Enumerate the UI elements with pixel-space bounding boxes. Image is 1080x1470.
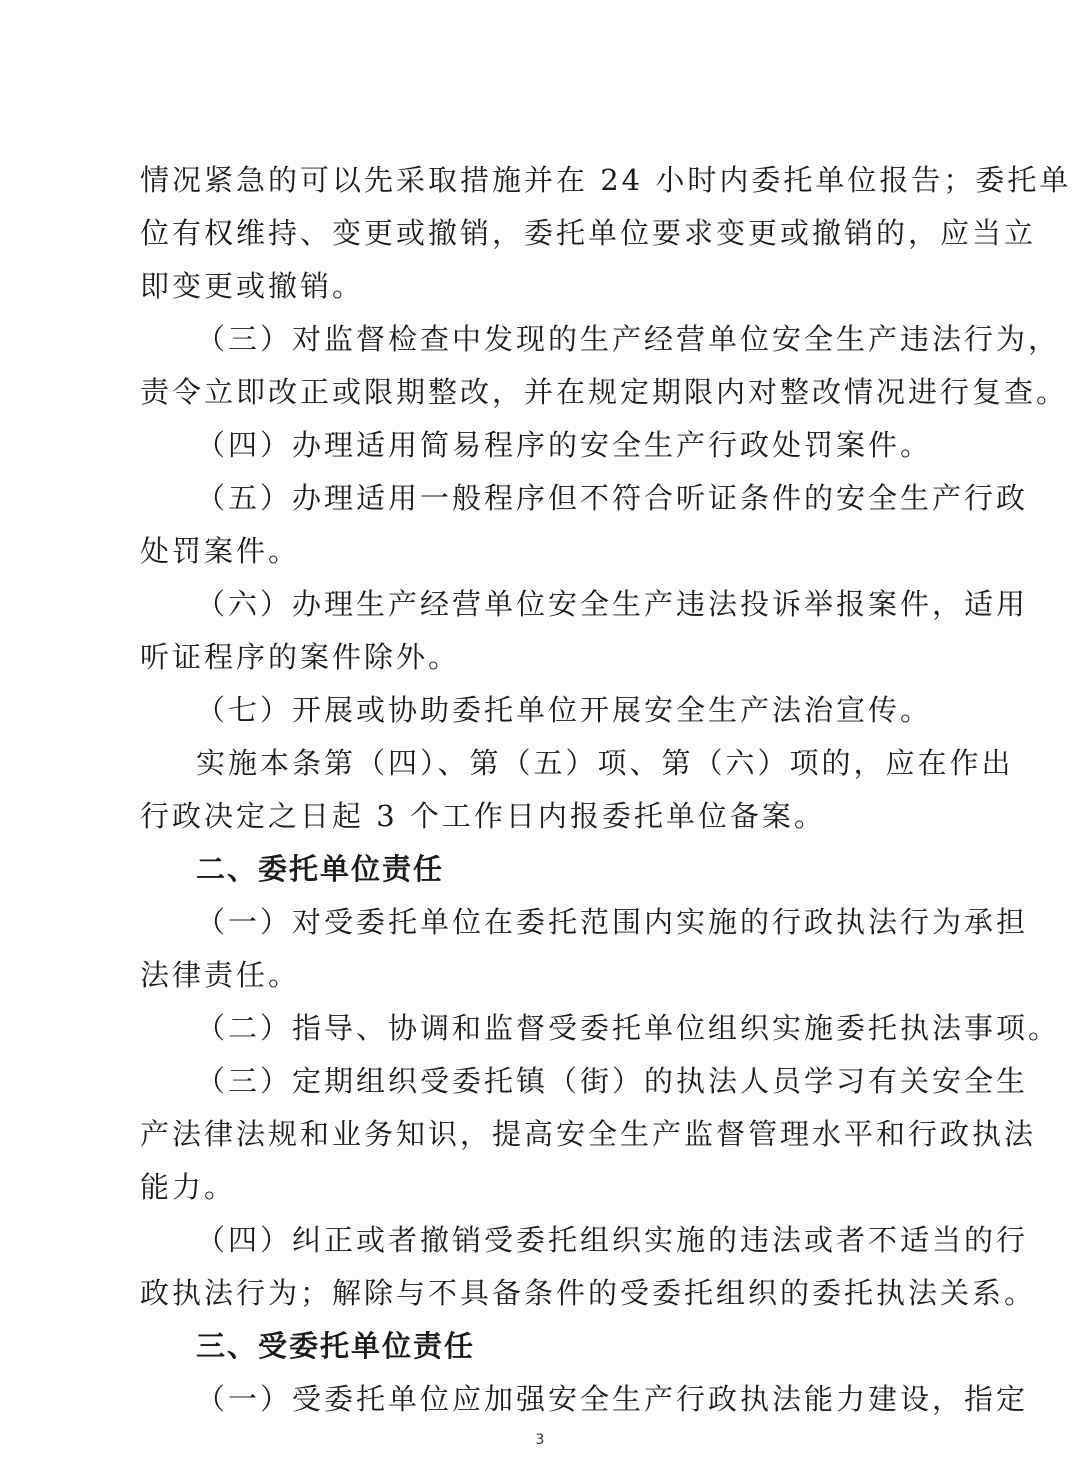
section-heading: 二、委托单位责任 <box>196 852 445 886</box>
text-line: 即变更或撤销。 <box>140 269 365 303</box>
page-number: 3 <box>535 1432 545 1448</box>
text-line: （一）受委托单位应加强安全生产行政执法能力建设，指定 <box>196 1382 1029 1416</box>
text-line: （四）办理适用简易程序的安全生产行政处罚案件。 <box>196 428 933 462</box>
text-line: 责令立即改正或限期整改，并在规定期限内对整改情况进行复查。 <box>140 375 1069 409</box>
text-line: （三）对监督检查中发现的生产经营单位安全生产违法行为， <box>196 322 1061 356</box>
section-heading: 三、受委托单位责任 <box>196 1329 476 1363</box>
text-line: 情况紧急的可以先采取措施并在 24 小时内委托单位报告；委托单 <box>140 163 1072 197</box>
text-line: 能力。 <box>140 1170 237 1204</box>
text-line: （二）指导、协调和监督受委托单位组织实施委托执法事项。 <box>196 1011 1061 1045</box>
text-line: 政执法行为；解除与不具备条件的受委托组织的委托执法关系。 <box>140 1276 1037 1310</box>
text-line: 法律责任。 <box>140 958 301 992</box>
text-line: （七）开展或协助委托单位开展安全生产法治宣传。 <box>196 693 933 727</box>
text-line: 产法律法规和业务知识，提高安全生产监督管理水平和行政执法 <box>140 1117 1037 1151</box>
text-line: （五）办理适用一般程序但不符合听证条件的安全生产行政 <box>196 481 1029 515</box>
text-line: （一）对受委托单位在委托范围内实施的行政执法行为承担 <box>196 905 1029 939</box>
text-line: （三）定期组织受委托镇（街）的执法人员学习有关安全生 <box>196 1064 1029 1098</box>
text-line: （四）纠正或者撤销受委托组织实施的违法或者不适当的行 <box>196 1223 1029 1257</box>
text-line: 行政决定之日起 3 个工作日内报委托单位备案。 <box>140 799 826 833</box>
text-line: 处罚案件。 <box>140 534 301 568</box>
text-line: （六）办理生产经营单位安全生产违法投诉举报案件，适用 <box>196 587 1029 621</box>
document-body <box>140 154 1072 1426</box>
text-line: 实施本条第（四）、第（五）项、第（六）项的，应在作出 <box>196 746 1014 780</box>
text-line: 听证程序的案件除外。 <box>140 640 461 674</box>
text-line: 位有权维持、变更或撤销，委托单位要求变更或撤销的，应当立 <box>140 216 1037 250</box>
